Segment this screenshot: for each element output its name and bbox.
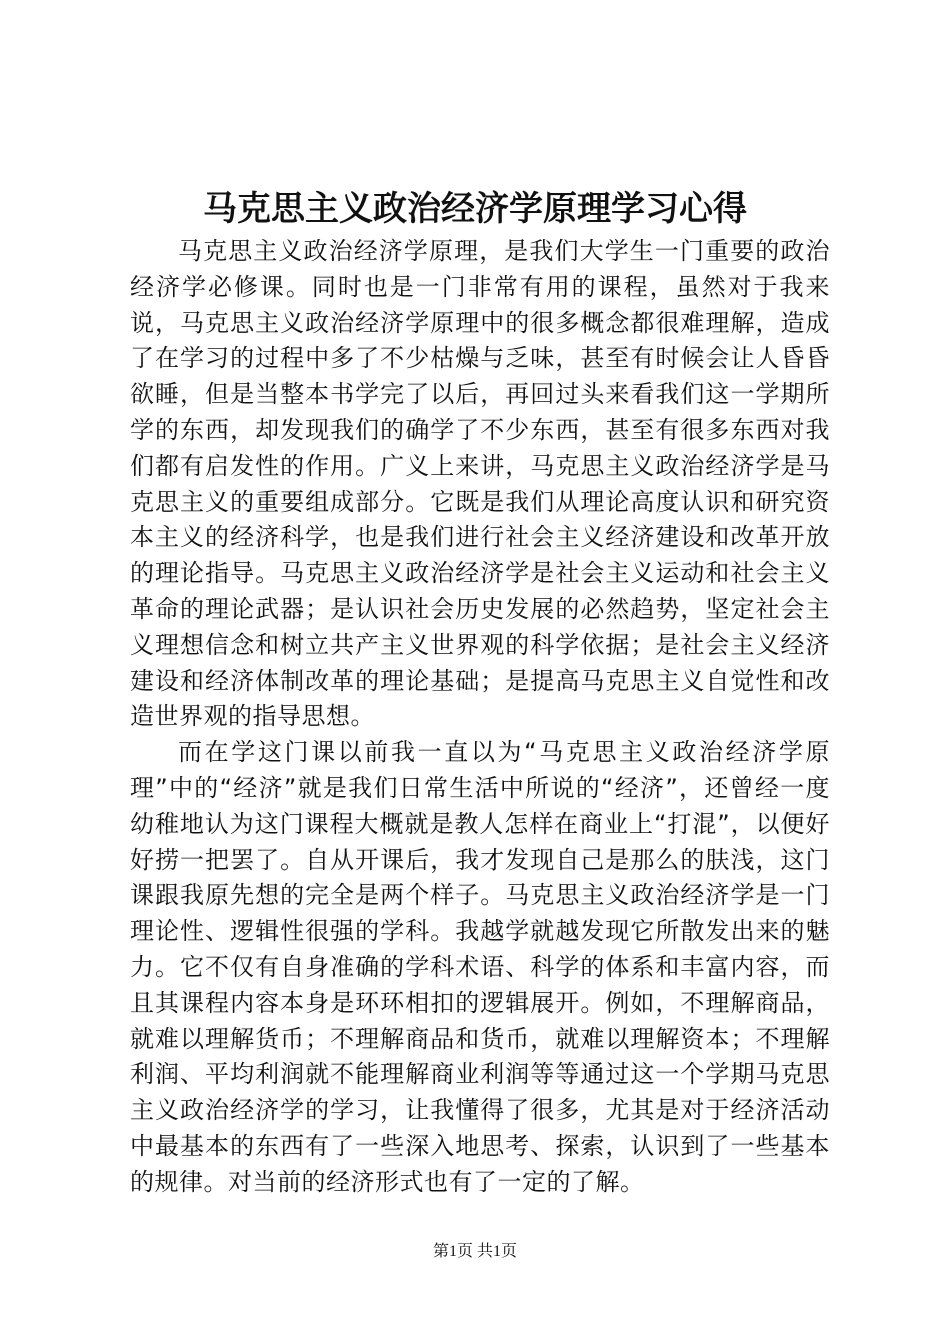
page-title: 马克思主义政治经济学原理学习心得: [203, 189, 747, 229]
paragraph-1: 马克思主义政治经济学原理，是我们大学生一门重要的政治经济学必修课。同时也是一门非常有用的课程，虽然对于我来说，马克思主义政治经济学原理中的很多概念都很难理解，造成了在学习的过程中多了不少枯燥与乏味，甚至有时候会让人昏昏欲睡，但是当整本书学完了以后，再回过头来看我们这一学期所学的东西，却发现我们的确学了不少东西，甚至有很多东西对我们都有启发性的作用。广义上来讲，马克思主义政治经济学是马克思主义的重要组成部分。它既是我们从理论高度认识和研究资本主义的经济科学，也是我们进行社会主义经济建设和改革开放的理论指导。马克思主义政治经济学是社会主义运动和社会主义革命的理论武器；是认识社会历史发展的必然趋势，坚定社会主义理想信念和树立共产主义世界观的科学依据；是社会主义经济建设和经济体制改革的理论基础；是提高马克思主义自觉性和改造世界观的指导思想。: [130, 237, 830, 731]
page-number-footer: 第1页 共1页: [432, 1243, 517, 1260]
paragraph-2: 而在学这门课以前我一直以为“马克思主义政治经济学原理”中的“经济”就是我们日常生活中所说的“经济”，还曾经一度幼稚地认为这门课程大概就是教人怎样在商业上“打混”，以便好好捞一把罢了。自从开课后，我才发现自己是那么的肤浅，这门课跟我原先想的完全是两个样子。马克思主义政治经济学是一门理论性、逻辑性很强的学科。我越学就越发现它所散发出来的魅力。它不仅有自身准确的学科术语、科学的体系和丰富内容，而且其课程内容本身是环环相扣的逻辑展开。例如，不理解商品，就难以理解货币；不理解商品和货币，就难以理解资本；不理解利润、平均利润就不能理解商业利润等等通过这一个学期马克思主义政治经济学的学习，让我懂得了很多，尤其是对于经济活动中最基本的东西有了一些深入地思考、探索，认识到了一些基本的规律。对当前的经济形式也有了一定的了解。: [130, 738, 830, 1196]
document-body: [130, 234, 830, 1201]
